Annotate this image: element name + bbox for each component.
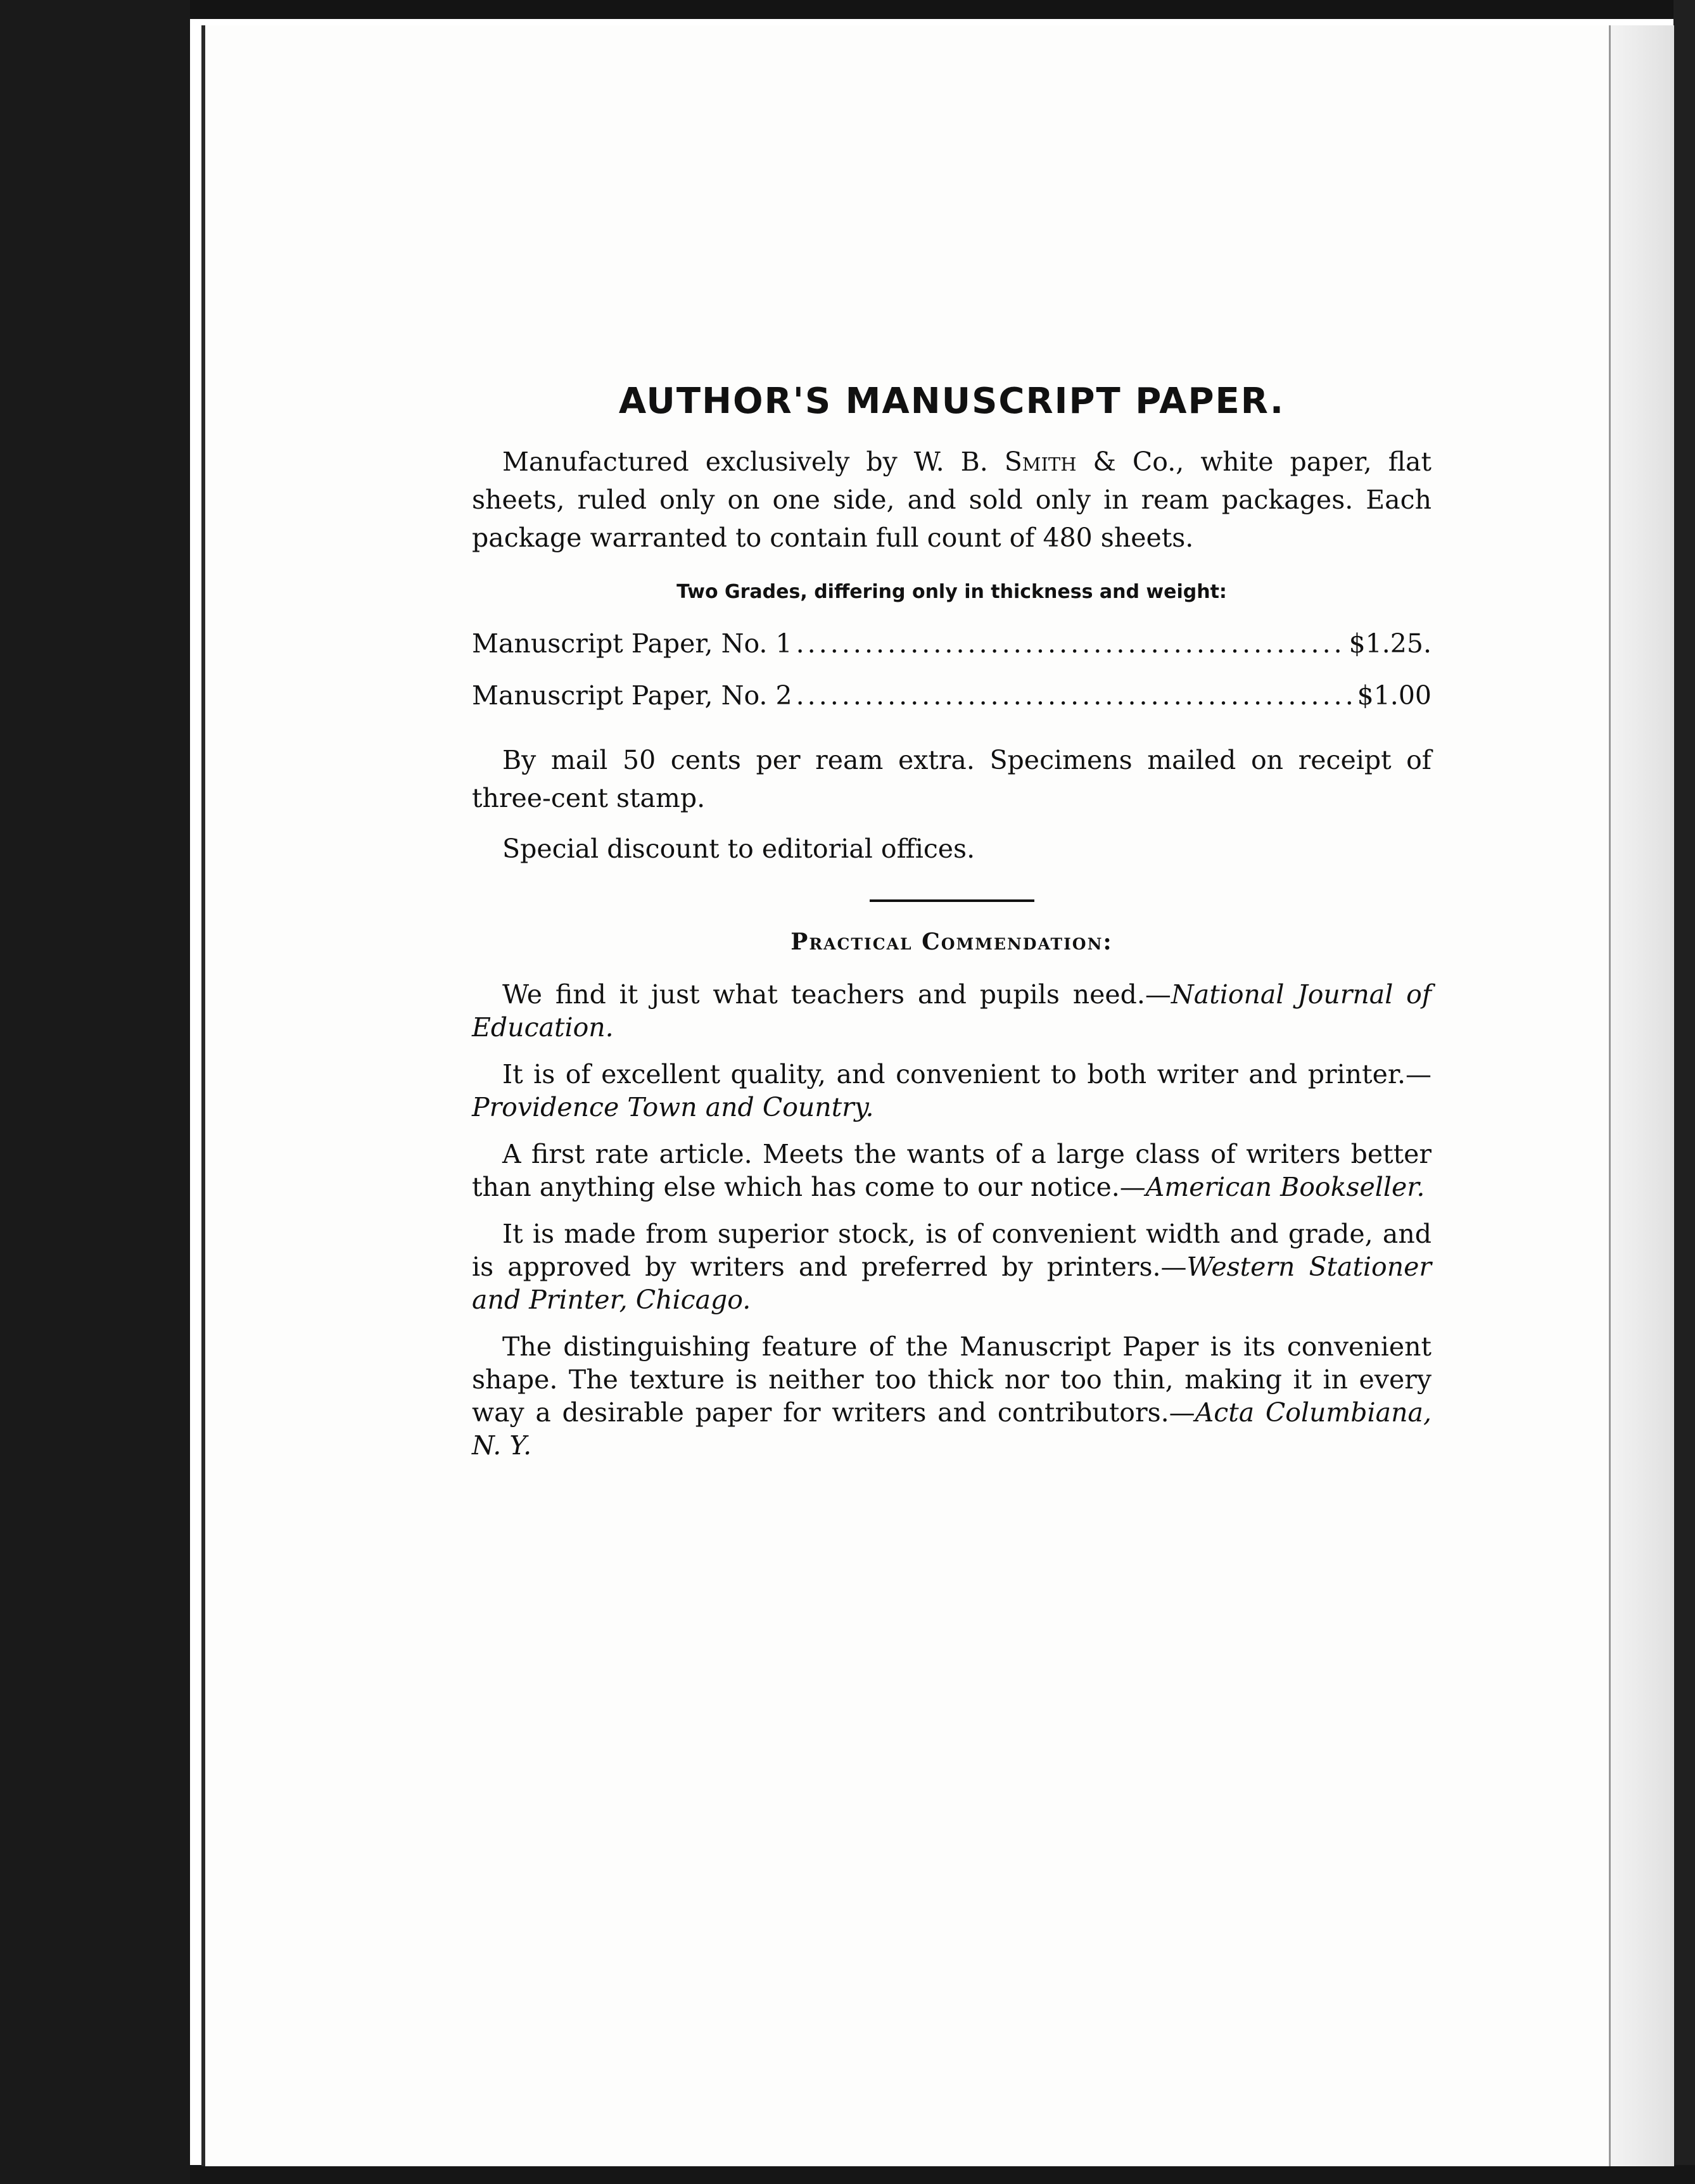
quote-text: It is made from superior stock, is of convenient width and grade, and is approved by writers and preferred by printers.— bbox=[472, 1219, 1432, 1283]
intro-text-after: & Co., white paper, flat sheets, ruled only on one side, and sold only in ream packages. Each package warranted to contain full count of 480 sheets. bbox=[472, 447, 1432, 554]
commendation-quote bbox=[472, 1330, 1432, 1462]
scan-border-right bbox=[1673, 0, 1695, 2184]
scan-border-left bbox=[0, 0, 190, 2184]
manufacturer-name: Smith bbox=[1004, 447, 1077, 478]
quote-source: American Bookseller. bbox=[1145, 1172, 1425, 1203]
price-label: Manuscript Paper, No. 1 bbox=[472, 628, 792, 659]
page-edge-shadow bbox=[1609, 25, 1674, 2166]
intro-text-before: Manufactured exclusively by W. B. bbox=[502, 447, 1005, 478]
commendation-quote bbox=[472, 978, 1432, 1044]
commendation-quote bbox=[472, 1058, 1432, 1124]
quote-text: The distinguishing feature of the Manuscript Paper is its convenient shape. The texture is neither too thick nor too thin, making it in every way a desirable paper for writers and contributors.— bbox=[472, 1331, 1432, 1428]
quote-source: Acta Columbiana, N. Y. bbox=[472, 1397, 1432, 1461]
advertisement-content bbox=[472, 380, 1432, 1476]
leader-dots bbox=[796, 676, 1354, 714]
price-row bbox=[472, 625, 1432, 663]
quote-source: Western Stationer and Printer, Chicago. bbox=[472, 1252, 1432, 1316]
commendation-quote bbox=[472, 1138, 1432, 1203]
quote-source: National Journal of Education. bbox=[472, 979, 1432, 1043]
discount-note: Special discount to editorial offices. bbox=[502, 834, 975, 865]
leader-dots bbox=[796, 625, 1345, 663]
scan-border-top bbox=[190, 0, 1695, 19]
commendation-heading: Practical Commendation: bbox=[790, 929, 1113, 956]
quote-text: We find it just what teachers and pupils need.— bbox=[502, 979, 1171, 1010]
quote-text: It is of excellent quality, and convenient to both writer and printer.— bbox=[502, 1059, 1432, 1090]
price-value: $1.25. bbox=[1349, 628, 1432, 659]
quote-text: A first rate article. Meets the wants of a large class of writers better than anything else which has come to our notice.— bbox=[472, 1139, 1432, 1203]
page-title: AUTHOR'S MANUSCRIPT PAPER. bbox=[618, 381, 1285, 422]
price-value: $1.00 bbox=[1357, 680, 1432, 711]
quote-source: Providence Town and Country. bbox=[472, 1092, 874, 1123]
price-label: Manuscript Paper, No. 2 bbox=[472, 680, 792, 711]
intro-paragraph bbox=[472, 443, 1432, 557]
price-row bbox=[472, 676, 1432, 714]
mail-note: By mail 50 cents per ream extra. Specimens mailed on receipt of three-cent stamp. bbox=[472, 745, 1432, 814]
commendation-quote bbox=[472, 1217, 1432, 1316]
scan-border-bottom bbox=[190, 2165, 1695, 2184]
grades-heading: Two Grades, differing only in thickness and weight: bbox=[676, 581, 1227, 604]
section-divider bbox=[870, 899, 1034, 902]
